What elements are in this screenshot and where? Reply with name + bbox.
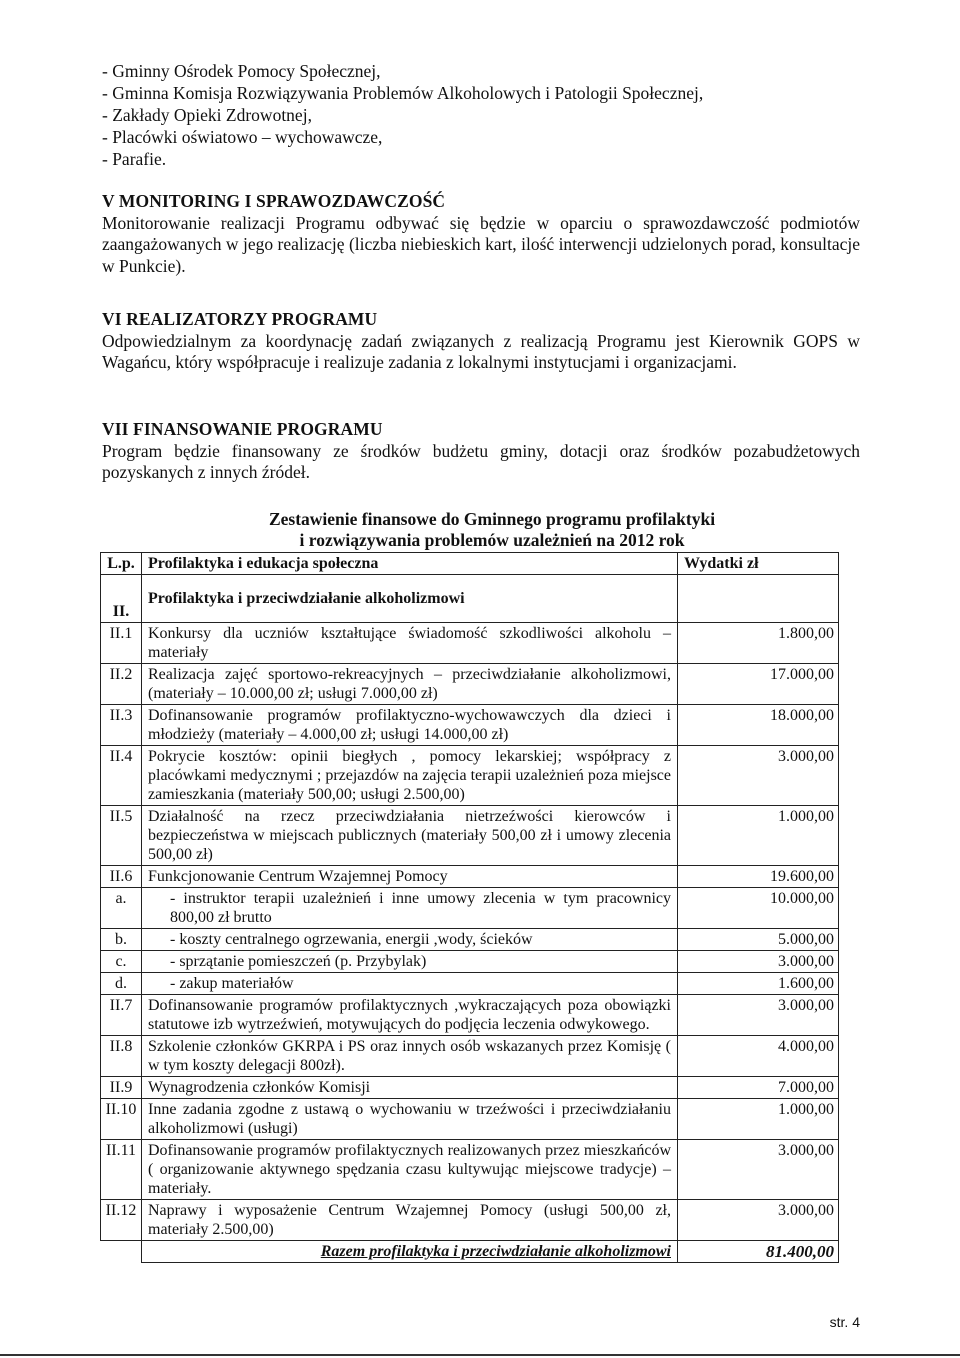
section-title: Profilaktyka i przeciwdziałanie alkoholizmowi (142, 575, 678, 623)
row-lp: II.1 (101, 623, 142, 664)
row-lp: II.7 (101, 995, 142, 1036)
row-description: - sprzątanie pomieszczeń (p. Przybylak) (142, 951, 678, 973)
section-heading: VII FINANSOWANIE PROGRAMU (102, 419, 383, 439)
section-realizatorzy (102, 309, 860, 374)
row-description: Inne zadania zgodne z ustawą o wychowaniu w trzeźwości i przeciwdziałaniu alkoholizmowi (usługi) (142, 1099, 678, 1140)
row-amount: 1.000,00 (678, 806, 839, 866)
row-amount: 1.800,00 (678, 623, 839, 664)
list-item: - Gminna Komisja Rozwiązywania Problemów Alkoholowych i Patologii Społecznej, (102, 83, 704, 103)
total-lp (101, 1241, 142, 1263)
section-text: Odpowiedzialnym za koordynację zadań związanych z realizacją Programu jest Kierownik GOPS w Wagańcu, który współpracuje i realizuje zadania z lokalnymi instytucjami i organizacjami. (102, 330, 860, 372)
total-amount: 81.400,00 (678, 1241, 839, 1263)
table-row (101, 746, 839, 806)
row-description: Funkcjonowanie Centrum Wzajemnej Pomocy (142, 866, 678, 888)
row-lp: a. (101, 888, 142, 929)
row-description: Realizacja zajęć sportowo-rekreacyjnych – przeciwdziałanie alkoholizmowi, (materiały – 10.000,00 zł; usługi 7.000,00 zł) (142, 664, 678, 705)
table-row (101, 929, 839, 951)
list-item: - Zakłady Opieki Zdrowotnej, (102, 105, 312, 125)
list-item: - Parafie. (102, 149, 167, 169)
row-lp: II.10 (101, 1099, 142, 1140)
row-description: Działalność na rzecz przeciwdziałania nietrzeźwości kierowców i bezpieczeństwa w miejscach publicznych (materiały 500,00 zł i umowy zlecenia 500,00 zł) (142, 806, 678, 866)
row-amount: 3.000,00 (678, 1200, 839, 1241)
header-description: Profilaktyka i edukacja społeczna (142, 553, 678, 575)
section-text: Program będzie finansowany ze środków budżetu gminy, dotacji oraz środków pozabudżetowych pozyskanych z innych źródeł. (102, 440, 860, 482)
row-description: Dofinansowanie programów profilaktycznych realizowanych przez mieszkańców ( organizowanie aktywnego spędzania czasu kultywując miejscowe tradycje) – materiały. (142, 1140, 678, 1200)
table-header-row (101, 553, 839, 575)
table-row (101, 705, 839, 746)
header-lp: L.p. (101, 553, 142, 575)
row-lp: II.11 (101, 1140, 142, 1200)
row-lp: II.2 (101, 664, 142, 705)
table-row (101, 664, 839, 705)
row-lp: b. (101, 929, 142, 951)
row-amount: 17.000,00 (678, 664, 839, 705)
row-description: Dofinansowanie programów profilaktyczno-wychowawczych dla dzieci i młodzieży (materiały – 4.000,00 zł; usługi 14.000,00 zł) (142, 705, 678, 746)
page-number: str. 4 (829, 1314, 860, 1330)
row-amount: 3.000,00 (678, 995, 839, 1036)
financial-table (100, 552, 839, 1263)
table-row (101, 1036, 839, 1077)
table-row (101, 951, 839, 973)
table-title (150, 509, 834, 551)
row-amount: 3.000,00 (678, 1140, 839, 1200)
row-description: - koszty centralnego ogrzewania, energii ,wody, ścieków (142, 929, 678, 951)
row-lp: II.5 (101, 806, 142, 866)
table-row (101, 806, 839, 866)
header-amount: Wydatki zł (678, 553, 839, 575)
row-description: - instruktor terapii uzależnień i inne umowy zlecenia w tym pracownicy 800,00 zł brutto (142, 888, 678, 929)
table-row (101, 1077, 839, 1099)
row-lp: d. (101, 973, 142, 995)
section-heading: V MONITORING I SPRAWOZDAWCZOŚĆ (102, 191, 446, 211)
total-row (101, 1241, 839, 1263)
row-amount: 1.600,00 (678, 973, 839, 995)
row-lp: II.12 (101, 1200, 142, 1241)
total-label: Razem profilaktyka i przeciwdziałanie alkoholizmowi (142, 1241, 678, 1263)
bottom-divider (0, 1354, 960, 1356)
table-section-row (101, 575, 839, 623)
row-description: Pokrycie kosztów: opinii biegłych , pomocy lekarskiej; współpracy z placówkami medycznymi ; przejazdów na zajęcia terapii uzależnień poza miejsce zamieszkania (materiały 500,00; usługi 2.500,00) (142, 746, 678, 806)
row-lp: II.6 (101, 866, 142, 888)
row-amount: 3.000,00 (678, 746, 839, 806)
row-lp: II.8 (101, 1036, 142, 1077)
row-description: Naprawy i wyposażenie Centrum Wzajemnej Pomocy (usługi 500,00 zł, materiały 2.500,00) (142, 1200, 678, 1241)
row-description: Szkolenie członków GKRPA i PS oraz innych osób wskazanych przez Komisję ( w tym koszty delegacji 800zł). (142, 1036, 678, 1077)
table-title-line: Zestawienie finansowe do Gminnego programu profilaktyki (268, 509, 716, 529)
table-row (101, 973, 839, 995)
table-row (101, 888, 839, 929)
row-amount: 18.000,00 (678, 705, 839, 746)
row-amount: 3.000,00 (678, 951, 839, 973)
table-row (101, 866, 839, 888)
section-amount (678, 575, 839, 623)
section-monitoring (102, 191, 860, 277)
row-description: Wynagrodzenia członków Komisji (142, 1077, 678, 1099)
row-amount: 10.000,00 (678, 888, 839, 929)
list-item: - Gminny Ośrodek Pomocy Społecznej, (102, 61, 381, 81)
row-amount: 1.000,00 (678, 1099, 839, 1140)
row-lp: c. (101, 951, 142, 973)
section-lp: II. (101, 575, 142, 623)
row-amount: 7.000,00 (678, 1077, 839, 1099)
table-row (101, 1200, 839, 1241)
row-lp: II.4 (101, 746, 142, 806)
row-amount: 19.600,00 (678, 866, 839, 888)
financial-table-body (101, 553, 839, 1263)
table-row (101, 1099, 839, 1140)
section-finansowanie (102, 419, 860, 484)
partner-list (102, 60, 862, 170)
row-description: Konkursy dla uczniów kształtujące świadomość szkodliwości alkoholu – materiały (142, 623, 678, 664)
row-description: Dofinansowanie programów profilaktycznych ,wykraczających poza obowiązki statutowe izb wytrzeźwień, motywujących do podjęcia leczenia odwykowego. (142, 995, 678, 1036)
table-title-line: i rozwiązywania problemów uzależnień na 2012 rok (299, 530, 685, 550)
row-description: - zakup materiałów (142, 973, 678, 995)
table-row (101, 623, 839, 664)
row-amount: 5.000,00 (678, 929, 839, 951)
section-heading: VI REALIZATORZY PROGRAMU (102, 309, 378, 329)
table-row (101, 995, 839, 1036)
section-text: Monitorowanie realizacji Programu odbywać się będzie w oparciu o sprawozdawczość podmiotów zaangażowanych w jego realizację (liczba niebieskich kart, ilość interwencji udzielonych porad, konsultacje w Punkcie). (102, 212, 860, 276)
list-item: - Placówki oświatowo – wychowawcze, (102, 127, 383, 147)
row-lp: II.9 (101, 1077, 142, 1099)
row-amount: 4.000,00 (678, 1036, 839, 1077)
table-row (101, 1140, 839, 1200)
row-lp: II.3 (101, 705, 142, 746)
